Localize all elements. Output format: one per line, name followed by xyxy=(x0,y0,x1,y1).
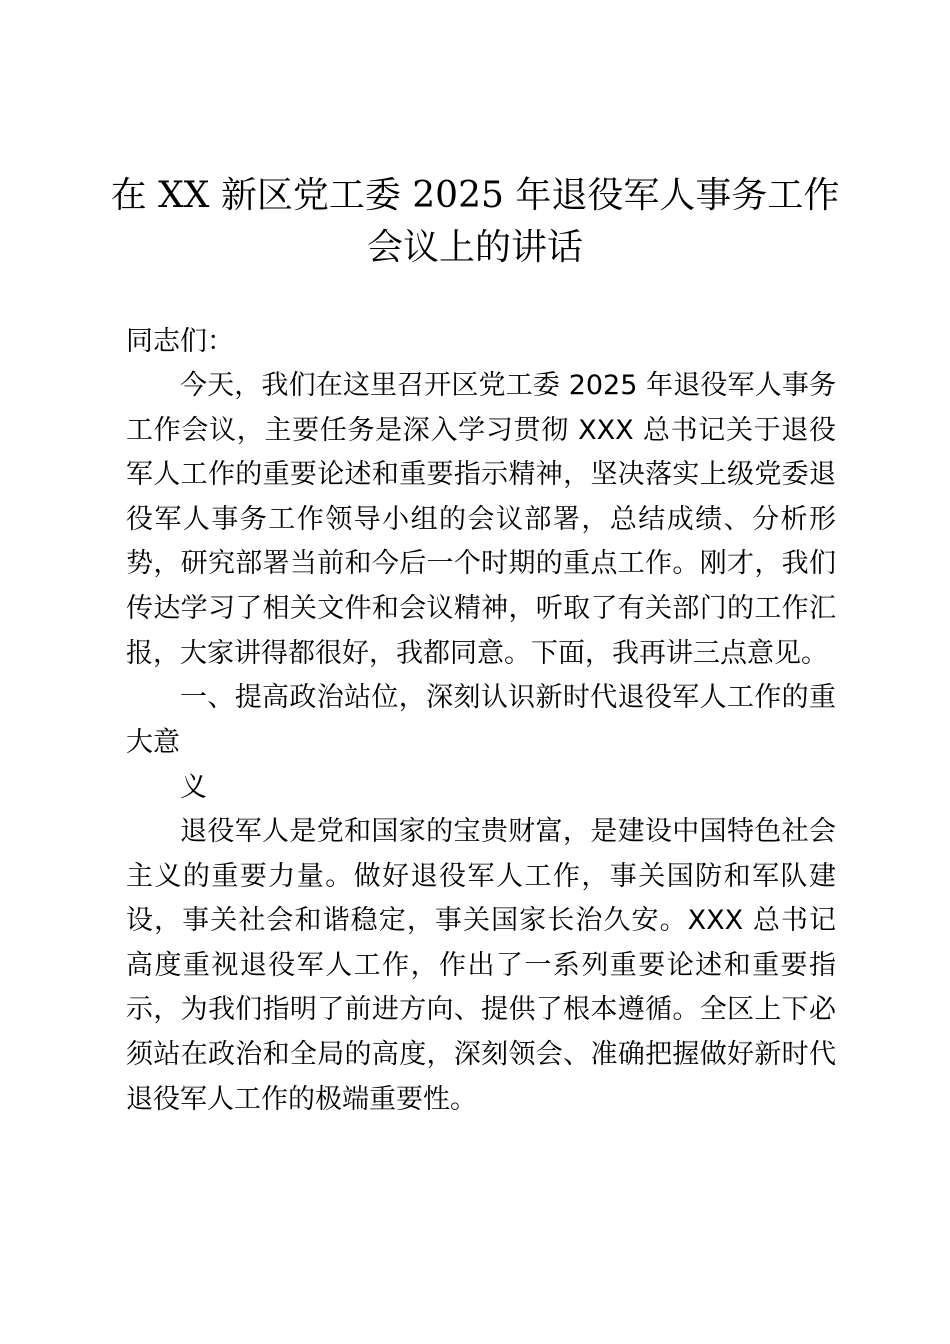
document-title-line-1: 在 XX 新区党工委 2025 年退役军人事务工作 xyxy=(110,175,840,216)
section-1-paragraph: 退役军人是党和国家的宝贵财富，是建设中国特色社会主义的重要力量。做好退役军人工作，事关国防和军队建设，事关社会和谐稳定，事关国家长治久安。XXX 总书记高度重视退役军人工作，作出了一系列重要论述和重要指示，为我们指明了前进方向、提供了根本遵循。全区上下必须站在政治和全局的高度，深刻领会、准确把握做好新时代退役军人工作的极端重要性。 xyxy=(126,816,836,1115)
salutation: 同志们： xyxy=(126,326,234,357)
section-1-heading: 一、提高政治站位，深刻认识新时代退役军人工作的重大意 xyxy=(126,682,836,758)
section-1-heading-continuation: 义 xyxy=(180,772,207,803)
intro-paragraph: 今天，我们在这里召开区党工委 2025 年退役军人事务工作会议，主要任务是深入学习贯彻 XXX 总书记关于退役军人工作的重要论述和重要指示精神，坚决落实上级党委退役军人事务工作领导小组的会议部署，总结成绩、分析形势，研究部署当前和今后一个时期的重点工作。刚才，我们传达学习了相关文件和会议精神，听取了有关部门的工作汇报，大家讲得都很好，我都同意。下面，我再讲三点意见。 xyxy=(126,370,836,669)
document-title-line-2: 会议上的讲话 xyxy=(366,227,583,268)
